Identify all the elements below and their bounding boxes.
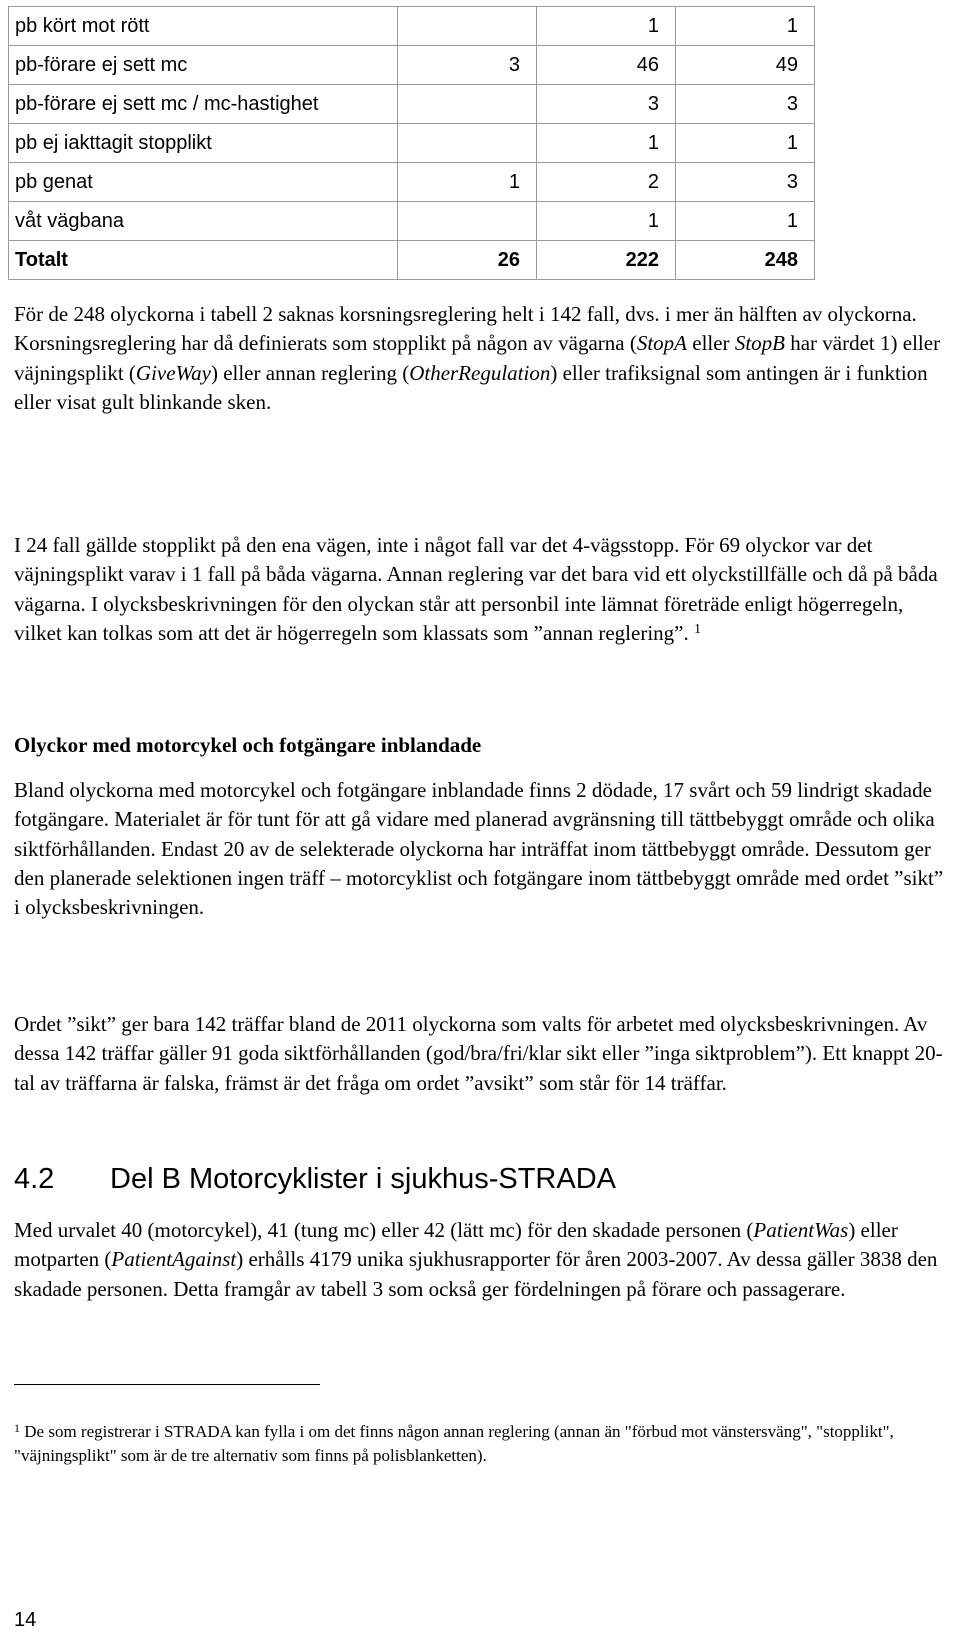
subheading-mc-fotgangare: Olyckor med motorcykel och fotgängare inblandade — [14, 733, 482, 757]
cell-value: 3 — [398, 46, 537, 85]
paragraph-fotgangare: Bland olyckorna med motorcykel och fotgängare inblandade finns 2 dödade, 17 svårt och 59 lindrigt skadade fotgängare. Materialet är för tunt för att gå vidare med planerad avgränsning till tättbebyggt område och olika siktförhållanden. Endast 20 av de selekterade olyckorna har inträffat inom tättbebyggt område. Dessutom ger den planerade selektionen ingen träff – motorcyklist och fotgängare inom tättbebyggt område med ordet ”sikt” i olycksbeskrivningen. — [14, 778, 944, 920]
section-number: 4.2 — [14, 1163, 55, 1195]
cell-value: 222 — [537, 241, 676, 280]
section-title: Del B Motorcyklister i sjukhus-STRADA — [110, 1163, 616, 1195]
cell-value: 1 — [537, 202, 676, 241]
text-run: I 24 fall gällde stopplikt på den ena vägen, inte i något fall var det 4-vägsstopp. För 69 olyckor var det väjningsplikt varav i 1 fall på båda vägarna. Annan reglering var det bara vid ett olyckstillfälle och då på båda vägarna. I olycksbeskrivningen för den olyckan står att personbil inte lämnat företräde enligt högerregeln, vilket kan tolkas som att det är högerregeln som klassats som ”annan reglering”. — [14, 533, 938, 645]
footnote-divider — [14, 1384, 320, 1385]
cell-value — [398, 7, 537, 46]
text-run: ) eller motparten ( — [14, 1218, 898, 1272]
table-row — [9, 124, 815, 163]
cell-value: 26 — [398, 241, 537, 280]
italic-term: StopB — [734, 331, 785, 356]
footnote-reference[interactable]: 1 — [693, 621, 701, 637]
text-run: ) eller annan reglering ( — [210, 360, 410, 385]
cell-total: 248 — [676, 241, 815, 280]
accident-cause-table — [8, 6, 815, 280]
row-label: våt vägbana — [9, 202, 398, 241]
page-number: 14 — [14, 1609, 37, 1631]
section-heading — [14, 1163, 616, 1196]
text-run: ) erhålls 4179 unika sjukhusrapporter för åren 2003-2007. Av dessa gäller 3838 den skadade personen. Detta framgår av tabell 3 som också ger fördelningen på förare och passagerare. — [14, 1247, 938, 1301]
cell-total: 1 — [676, 7, 815, 46]
row-label: pb ej iakttagit stopplikt — [9, 124, 398, 163]
cell-total: 1 — [676, 202, 815, 241]
paragraph-sikt: Ordet ”sikt” ger bara 142 träffar bland de 2011 olyckorna som valts för arbetet med olycksbeskrivningen. Av dessa 142 träffar gäller 91 goda siktförhållanden (god/bra/fri/klar sikt eller ”inga siktproblem”). Ett knappt 20-tal av träffarna är falska, främst är det fråga om ordet ”avsikt” som står för 14 träffar. — [14, 1012, 943, 1095]
table-row — [9, 46, 815, 85]
cell-value: 1 — [537, 7, 676, 46]
cell-value — [398, 202, 537, 241]
table-total-row — [9, 241, 815, 280]
row-label: pb-förare ej sett mc / mc-hastighet — [9, 85, 398, 124]
footnote-mark: 1 — [14, 1421, 20, 1435]
table-row — [9, 7, 815, 46]
italic-term: StopA — [636, 331, 687, 356]
cell-total: 1 — [676, 124, 815, 163]
paragraph-sjukhus-strada — [14, 1216, 944, 1304]
cell-total: 49 — [676, 46, 815, 85]
cell-total: 3 — [676, 85, 815, 124]
paragraph-stopplikt — [14, 531, 944, 648]
text-run: ) eller trafiksignal som antingen är i funktion eller visat gult blinkande sken. — [14, 360, 928, 414]
italic-term: PatientWas — [753, 1218, 849, 1242]
text-run: har värdet 1) eller väjningsplikt ( — [14, 331, 941, 385]
cell-value: 46 — [537, 46, 676, 85]
row-label: pb-förare ej sett mc — [9, 46, 398, 85]
italic-term: PatientAgainst — [111, 1247, 237, 1272]
cell-value — [398, 124, 537, 163]
table-row — [9, 202, 815, 241]
cell-value: 2 — [537, 163, 676, 202]
footnote-text: De som registrerar i STRADA kan fylla i om det finns någon annan reglering (annan än "förbud mot vänstersväng", "stopplikt", "väjningsplikt" som är de tre alternativ som finns på polisblanketten). — [14, 1422, 894, 1465]
paragraph-korsningsreglering — [14, 300, 944, 417]
row-label: pb kört mot rött — [9, 7, 398, 46]
cell-value: 1 — [398, 163, 537, 202]
cell-value: 1 — [537, 124, 676, 163]
row-label: Totalt — [9, 241, 398, 280]
italic-term: OtherRegulation — [409, 360, 551, 385]
row-label: pb genat — [9, 163, 398, 202]
cell-value — [398, 85, 537, 124]
footnote — [14, 1420, 944, 1468]
cell-total: 3 — [676, 163, 815, 202]
text-run: eller — [687, 331, 735, 356]
table-row — [9, 85, 815, 124]
text-run: För de 248 olyckorna i tabell 2 saknas korsningsreglering helt i 142 fall, dvs. i mer än hälften av olyckorna. Korsningsreglering har då definierats som stopplikt på någon av vägarna ( — [14, 302, 917, 356]
table-row — [9, 163, 815, 202]
italic-term: GiveWay — [135, 360, 211, 385]
text-run: Med urvalet 40 (motorcykel), 41 (tung mc) eller 42 (lätt mc) för den skadade personen ( — [14, 1218, 754, 1242]
cell-value: 3 — [537, 85, 676, 124]
